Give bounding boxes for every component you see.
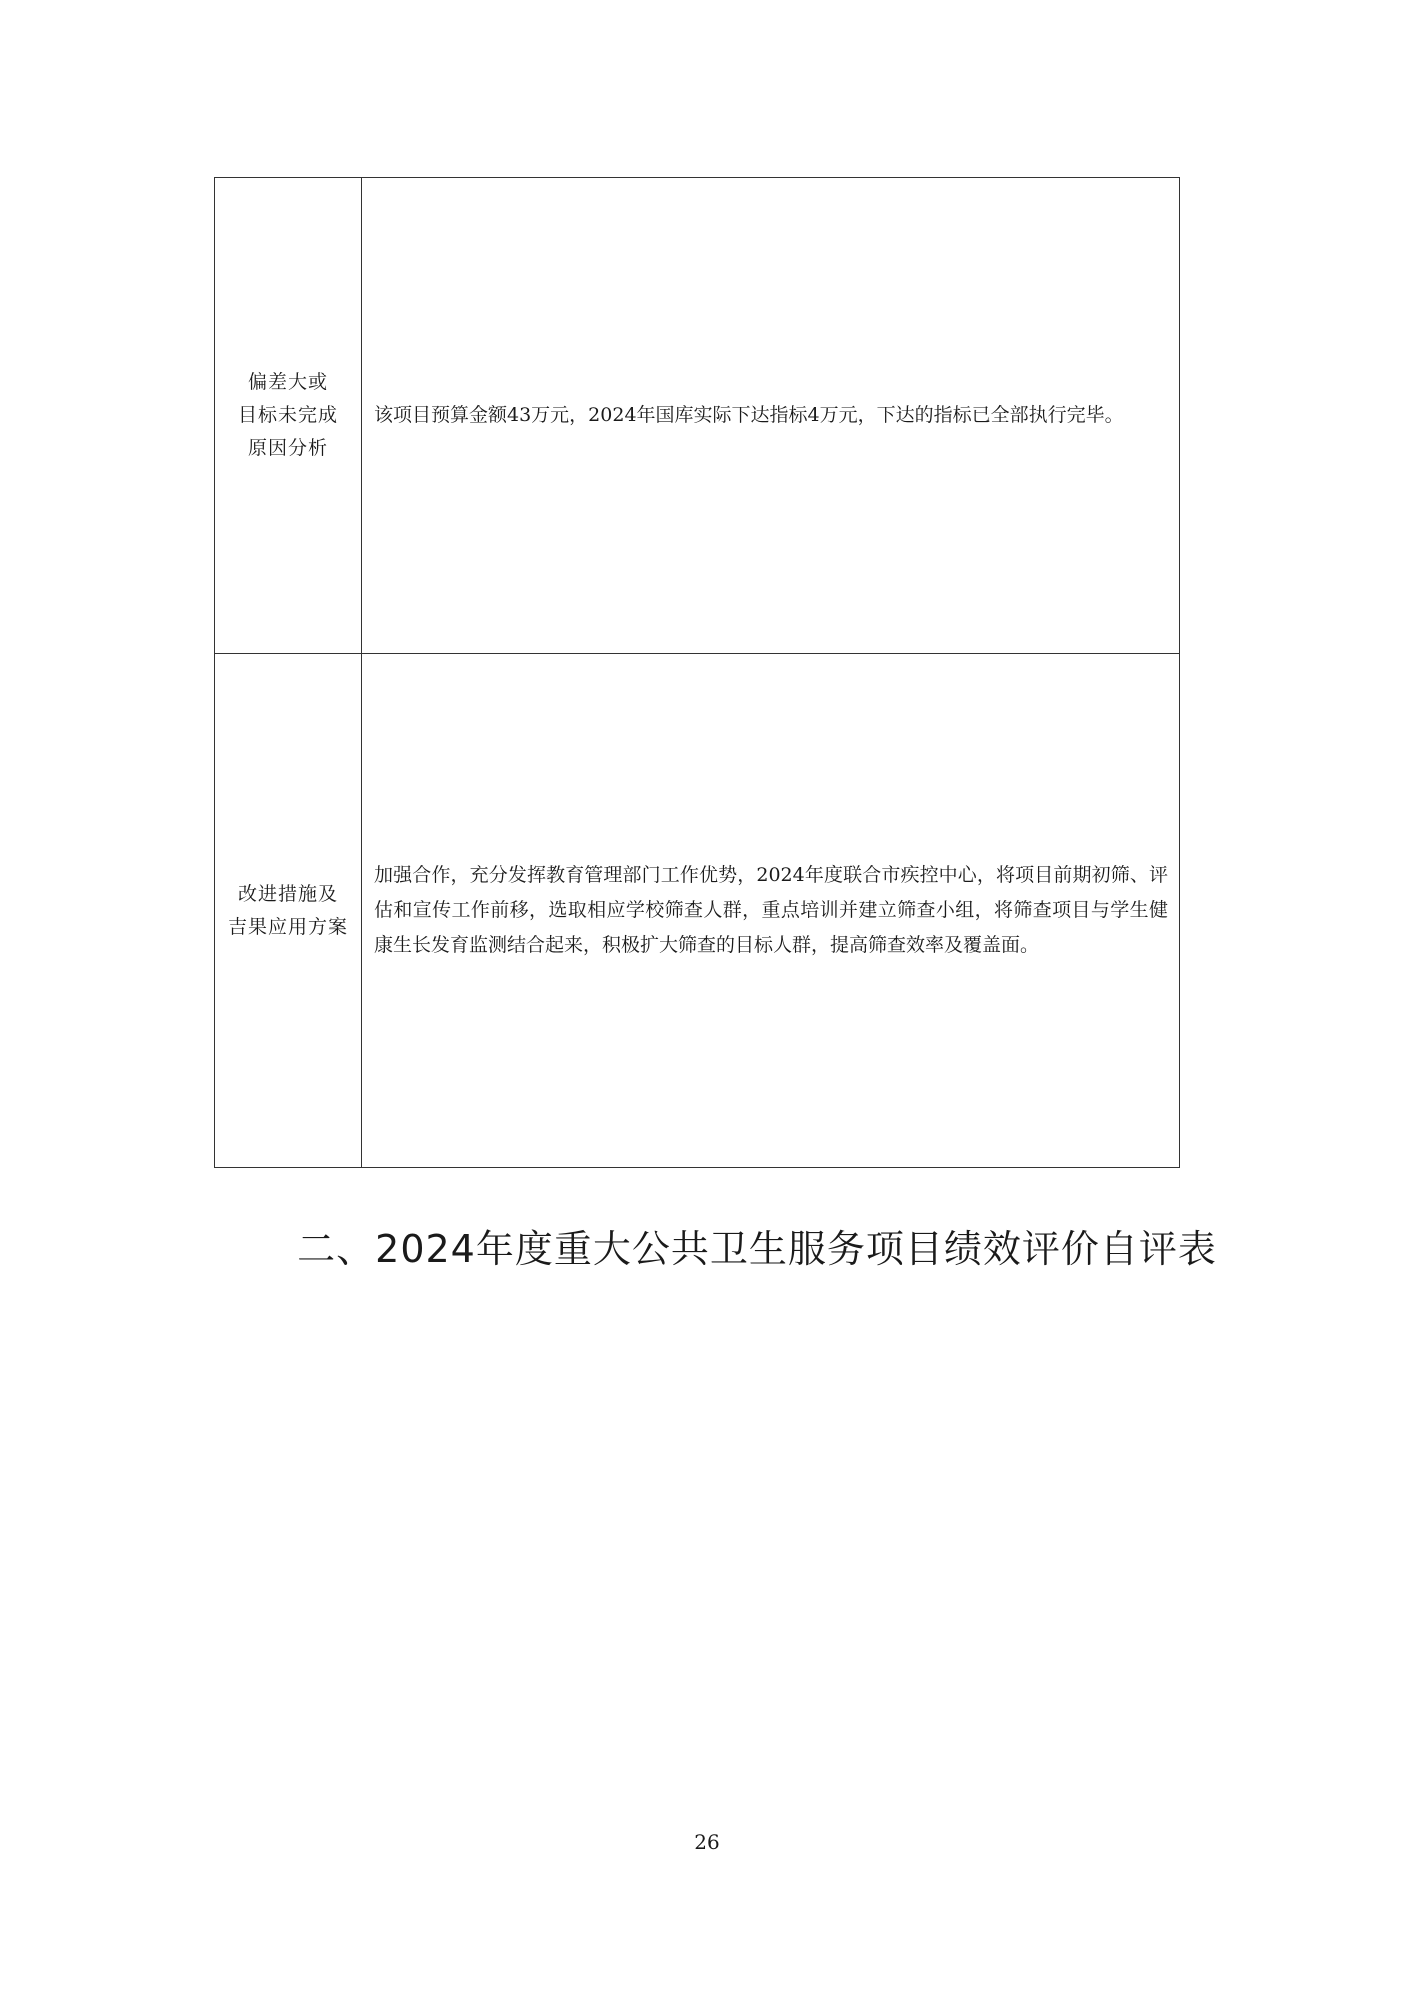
row-label-line: 改进措施及 [237, 882, 338, 905]
row-content-improvement-measures: 加强合作，充分发挥教育管理部门工作优势，2024年度联合市疾控中心，将项目前期初筛、评估和宣传工作前移，选取相应学校筛查人群，重点培训并建立筛查小组，将筛查项目与学生健康生长发育监测结合起来，积极扩大筛查的目标人群，提高筛查效率及覆盖面。 [362, 654, 1180, 1168]
row-label-line: 目标未完成 [237, 404, 338, 426]
row-label-improvement-measures [215, 654, 362, 1168]
evaluation-table [214, 177, 1180, 1168]
row-label-line: 吉果应用方案 [227, 915, 348, 938]
page-number: 26 [694, 1830, 720, 1854]
row-label-line: 原因分析 [247, 437, 328, 459]
row-label-line: 偏差大或 [247, 371, 328, 393]
row-label-deviation-analysis [215, 178, 362, 654]
row-content-deviation-analysis: 该项目预算金额43万元，2024年国库实际下达指标4万元，下达的指标已全部执行完毕。 [362, 178, 1180, 654]
table-row-deviation-analysis [215, 178, 1180, 654]
table-row-improvement-measures [215, 654, 1180, 1168]
section-heading: 二、2024年度重大公共卫生服务项目绩效评价自评表 [297, 1227, 1217, 1271]
